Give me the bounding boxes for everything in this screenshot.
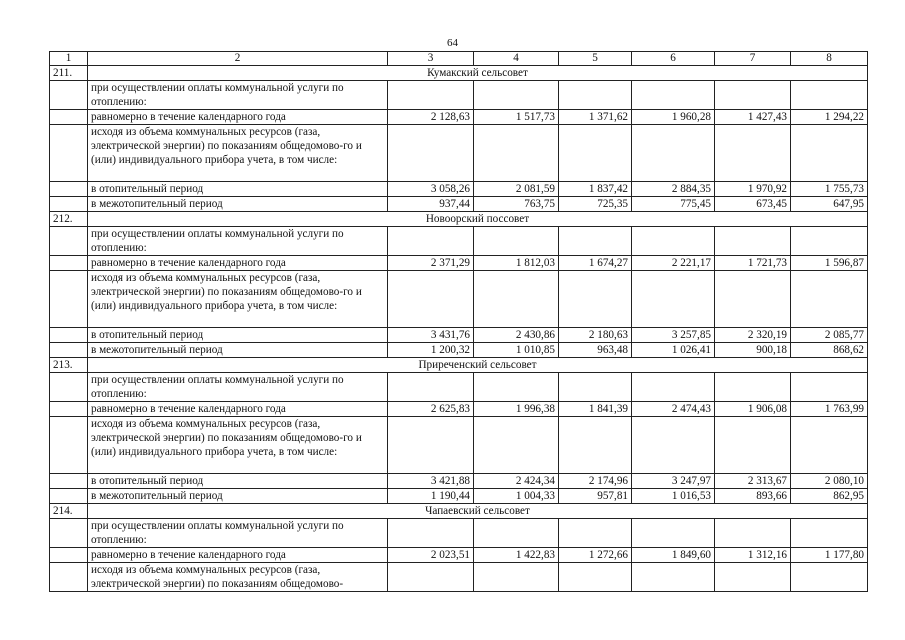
row-description: равномерно в течение календарного года xyxy=(88,256,388,271)
section-name: Чапаевский сельсовет xyxy=(88,504,868,519)
value-cell: 3 058,26 xyxy=(388,182,474,197)
row-description: равномерно в течение календарного года xyxy=(88,402,388,417)
section-name: Кумакский сельсовет xyxy=(88,66,868,81)
value-cell: 1 763,99 xyxy=(791,402,868,417)
value-cell: 1 596,87 xyxy=(791,256,868,271)
value-cell: 2 080,10 xyxy=(791,474,868,489)
value-cell xyxy=(632,373,715,402)
row-description: в межотопительный период xyxy=(88,197,388,212)
value-cell xyxy=(559,271,632,328)
value-cell xyxy=(559,417,632,474)
value-cell: 1 016,53 xyxy=(632,489,715,504)
value-cell: 893,66 xyxy=(715,489,791,504)
section-name: Новоорский поссовет xyxy=(88,212,868,227)
value-cell: 1 200,32 xyxy=(388,343,474,358)
row-number-cell xyxy=(50,474,88,489)
value-cell: 1 674,27 xyxy=(559,256,632,271)
row-number-cell xyxy=(50,519,88,548)
meter-header-row xyxy=(50,125,868,182)
value-cell: 2 081,59 xyxy=(474,182,559,197)
payment-header-row xyxy=(50,373,868,402)
value-cell xyxy=(388,125,474,182)
column-header: 2 xyxy=(88,52,388,66)
row-number-cell xyxy=(50,548,88,563)
value-cell: 1 272,66 xyxy=(559,548,632,563)
value-cell: 1 371,62 xyxy=(559,110,632,125)
value-cell xyxy=(559,125,632,182)
value-cell: 2 371,29 xyxy=(388,256,474,271)
row-description: в отопительный период xyxy=(88,328,388,343)
heating-row xyxy=(50,182,868,197)
value-cell: 647,95 xyxy=(791,197,868,212)
value-cell xyxy=(388,373,474,402)
value-cell: 2 474,43 xyxy=(632,402,715,417)
row-description: исходя из объема коммунальных ресурсов (газа, электрической энергии) по показаниям общедомово-го и (или) индивидуального прибора учета, в том числе: xyxy=(88,125,388,182)
column-header: 4 xyxy=(474,52,559,66)
section-header-row xyxy=(50,212,868,227)
value-cell xyxy=(715,563,791,592)
row-number-cell xyxy=(50,81,88,110)
value-cell xyxy=(791,227,868,256)
value-cell xyxy=(791,519,868,548)
heating-row xyxy=(50,328,868,343)
non-heating-row xyxy=(50,343,868,358)
row-number-cell xyxy=(50,343,88,358)
row-number-cell xyxy=(50,227,88,256)
value-cell: 1 026,41 xyxy=(632,343,715,358)
value-cell: 775,45 xyxy=(632,197,715,212)
value-cell: 1 849,60 xyxy=(632,548,715,563)
value-cell: 3 257,85 xyxy=(632,328,715,343)
meter-header-row xyxy=(50,271,868,328)
value-cell: 2 128,63 xyxy=(388,110,474,125)
value-cell: 725,35 xyxy=(559,197,632,212)
value-cell: 1 906,08 xyxy=(715,402,791,417)
value-cell: 3 247,97 xyxy=(632,474,715,489)
value-cell: 1 960,28 xyxy=(632,110,715,125)
value-cell xyxy=(474,417,559,474)
value-cell: 1 812,03 xyxy=(474,256,559,271)
value-cell: 868,62 xyxy=(791,343,868,358)
row-description: при осуществлении оплаты коммунальной услуги по отоплению: xyxy=(88,227,388,256)
uniform-row xyxy=(50,402,868,417)
value-cell: 673,45 xyxy=(715,197,791,212)
value-cell xyxy=(632,81,715,110)
value-cell xyxy=(715,373,791,402)
value-cell xyxy=(388,271,474,328)
row-description: в отопительный период xyxy=(88,182,388,197)
value-cell: 2 424,34 xyxy=(474,474,559,489)
row-description: в межотопительный период xyxy=(88,343,388,358)
section-number: 214. xyxy=(50,504,88,519)
value-cell: 1 996,38 xyxy=(474,402,559,417)
row-description: исходя из объема коммунальных ресурсов (газа, электрической энергии) по показаниям общедомово-го и (или) индивидуального прибора учета, в том числе: xyxy=(88,271,388,328)
value-cell xyxy=(715,227,791,256)
value-cell xyxy=(791,373,868,402)
value-cell xyxy=(474,373,559,402)
value-cell xyxy=(388,227,474,256)
value-cell: 1 721,73 xyxy=(715,256,791,271)
section-header-row xyxy=(50,358,868,373)
value-cell xyxy=(632,271,715,328)
value-cell xyxy=(715,125,791,182)
row-description: при осуществлении оплаты коммунальной услуги по отоплению: xyxy=(88,81,388,110)
value-cell xyxy=(715,519,791,548)
column-header: 5 xyxy=(559,52,632,66)
value-cell: 862,95 xyxy=(791,489,868,504)
value-cell: 900,18 xyxy=(715,343,791,358)
value-cell: 1 755,73 xyxy=(791,182,868,197)
row-number-cell xyxy=(50,563,88,592)
row-number-cell xyxy=(50,197,88,212)
value-cell xyxy=(791,417,868,474)
row-number-cell xyxy=(50,489,88,504)
value-cell xyxy=(559,373,632,402)
column-header: 7 xyxy=(715,52,791,66)
value-cell: 1 517,73 xyxy=(474,110,559,125)
value-cell xyxy=(559,227,632,256)
value-cell xyxy=(715,271,791,328)
value-cell: 2 430,86 xyxy=(474,328,559,343)
value-cell xyxy=(632,519,715,548)
uniform-row xyxy=(50,548,868,563)
value-cell xyxy=(715,81,791,110)
value-cell xyxy=(632,227,715,256)
value-cell: 963,48 xyxy=(559,343,632,358)
value-cell: 1 294,22 xyxy=(791,110,868,125)
value-cell: 1 837,42 xyxy=(559,182,632,197)
value-cell xyxy=(632,417,715,474)
column-header: 8 xyxy=(791,52,868,66)
value-cell xyxy=(791,271,868,328)
value-cell: 2 221,17 xyxy=(632,256,715,271)
value-cell: 2 884,35 xyxy=(632,182,715,197)
value-cell xyxy=(388,417,474,474)
section-number: 213. xyxy=(50,358,88,373)
value-cell xyxy=(474,227,559,256)
uniform-row xyxy=(50,110,868,125)
column-header: 3 xyxy=(388,52,474,66)
value-cell: 1 841,39 xyxy=(559,402,632,417)
row-description: при осуществлении оплаты коммунальной услуги по отоплению: xyxy=(88,519,388,548)
payment-header-row xyxy=(50,81,868,110)
value-cell xyxy=(474,271,559,328)
row-description: исходя из объема коммунальных ресурсов (газа, электрической энергии) по показаниям общедомово- xyxy=(88,563,388,592)
value-cell: 1 004,33 xyxy=(474,489,559,504)
value-cell: 2 625,83 xyxy=(388,402,474,417)
page-number: 64 xyxy=(447,37,458,49)
value-cell: 2 174,96 xyxy=(559,474,632,489)
value-cell: 1 190,44 xyxy=(388,489,474,504)
value-cell xyxy=(559,563,632,592)
value-cell: 1 422,83 xyxy=(474,548,559,563)
column-header: 6 xyxy=(632,52,715,66)
value-cell: 2 180,63 xyxy=(559,328,632,343)
value-cell xyxy=(791,125,868,182)
meter-header-row xyxy=(50,417,868,474)
row-number-cell xyxy=(50,417,88,474)
tariff-table xyxy=(49,51,868,592)
row-number-cell xyxy=(50,402,88,417)
uniform-row xyxy=(50,256,868,271)
value-cell xyxy=(715,417,791,474)
value-cell xyxy=(632,563,715,592)
value-cell xyxy=(791,563,868,592)
row-number-cell xyxy=(50,182,88,197)
column-number-row xyxy=(50,52,868,66)
row-description: исходя из объема коммунальных ресурсов (газа, электрической энергии) по показаниям общедомово-го и (или) индивидуального прибора учета, в том числе: xyxy=(88,417,388,474)
row-number-cell xyxy=(50,125,88,182)
row-description: в отопительный период xyxy=(88,474,388,489)
value-cell xyxy=(559,519,632,548)
row-description: в межотопительный период xyxy=(88,489,388,504)
value-cell xyxy=(632,125,715,182)
value-cell xyxy=(474,125,559,182)
value-cell: 763,75 xyxy=(474,197,559,212)
section-name: Приреченский сельсовет xyxy=(88,358,868,373)
value-cell: 1 312,16 xyxy=(715,548,791,563)
value-cell: 2 023,51 xyxy=(388,548,474,563)
section-header-row xyxy=(50,504,868,519)
value-cell xyxy=(388,81,474,110)
section-number: 212. xyxy=(50,212,88,227)
value-cell: 957,81 xyxy=(559,489,632,504)
row-number-cell xyxy=(50,110,88,125)
value-cell: 2 320,19 xyxy=(715,328,791,343)
payment-header-row xyxy=(50,227,868,256)
value-cell xyxy=(474,519,559,548)
value-cell: 3 421,88 xyxy=(388,474,474,489)
value-cell xyxy=(791,81,868,110)
value-cell: 1 010,85 xyxy=(474,343,559,358)
value-cell: 2 085,77 xyxy=(791,328,868,343)
value-cell xyxy=(388,519,474,548)
value-cell: 1 970,92 xyxy=(715,182,791,197)
value-cell: 937,44 xyxy=(388,197,474,212)
row-description: при осуществлении оплаты коммунальной услуги по отоплению: xyxy=(88,373,388,402)
row-number-cell xyxy=(50,373,88,402)
value-cell: 3 431,76 xyxy=(388,328,474,343)
value-cell xyxy=(388,563,474,592)
row-number-cell xyxy=(50,256,88,271)
value-cell: 1 427,43 xyxy=(715,110,791,125)
row-description: равномерно в течение календарного года xyxy=(88,110,388,125)
non-heating-row xyxy=(50,197,868,212)
meter-header-row xyxy=(50,563,868,592)
value-cell: 2 313,67 xyxy=(715,474,791,489)
payment-header-row xyxy=(50,519,868,548)
section-number: 211. xyxy=(50,66,88,81)
row-description: равномерно в течение календарного года xyxy=(88,548,388,563)
section-header-row xyxy=(50,66,868,81)
value-cell xyxy=(559,81,632,110)
row-number-cell xyxy=(50,328,88,343)
value-cell: 1 177,80 xyxy=(791,548,868,563)
value-cell xyxy=(474,81,559,110)
row-number-cell xyxy=(50,271,88,328)
value-cell xyxy=(474,563,559,592)
non-heating-row xyxy=(50,489,868,504)
heating-row xyxy=(50,474,868,489)
column-header: 1 xyxy=(50,52,88,66)
